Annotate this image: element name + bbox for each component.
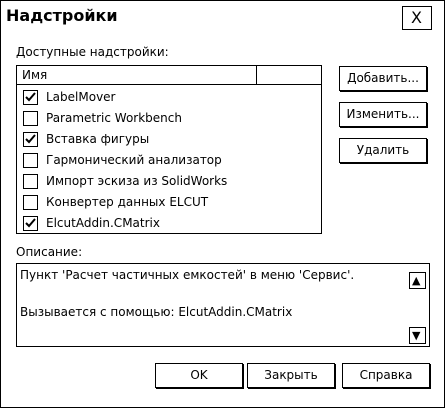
scroll-up-button[interactable] (409, 272, 426, 289)
addin-label: LabelMover (46, 90, 116, 104)
addin-checkbox[interactable] (23, 216, 38, 231)
list-item[interactable] (23, 172, 313, 192)
edit-button[interactable]: Изменить... (339, 102, 427, 127)
close-icon: X (411, 8, 422, 27)
column-header-name[interactable] (17, 66, 257, 84)
list-item[interactable] (23, 130, 313, 150)
addin-label: Гармонический анализатор (46, 153, 222, 167)
description-line-2: Вызывается с помощью: ElcutAddin.CMatrix (20, 305, 293, 319)
ok-button[interactable]: OK (155, 363, 243, 388)
column-header-name-label: Имя (22, 68, 48, 82)
addin-checkbox[interactable] (23, 153, 38, 168)
scroll-down-button[interactable] (409, 327, 426, 344)
addin-label: Конвертер данных ELCUT (46, 195, 209, 209)
addin-checkbox[interactable] (23, 90, 38, 105)
arrow-down-icon: ▼ (412, 329, 421, 342)
list-item[interactable] (23, 214, 313, 234)
addin-label: Parametric Workbench (46, 111, 182, 125)
close-dialog-button[interactable]: Закрыть (247, 363, 335, 388)
checkmark-icon (25, 92, 36, 103)
addin-checkbox[interactable] (23, 132, 38, 147)
addins-list[interactable] (16, 65, 322, 234)
list-item[interactable] (23, 193, 313, 213)
description-line-1: Пункт 'Расчет частичных емкостей' в меню 'Сервис'. (20, 268, 355, 282)
delete-button[interactable]: Удалить (339, 138, 427, 163)
add-button[interactable]: Добавить... (339, 66, 427, 91)
addin-checkbox[interactable] (23, 195, 38, 210)
addin-label: ElcutAddin.CMatrix (46, 216, 160, 230)
list-header (17, 66, 321, 85)
description-box[interactable] (16, 263, 430, 347)
addin-label: Вставка фигуры (46, 132, 150, 146)
list-item[interactable] (23, 109, 313, 129)
checkmark-icon (25, 218, 36, 229)
help-button[interactable]: Справка (342, 363, 430, 388)
window-title: Надстройки (6, 6, 118, 25)
checkmark-icon (25, 134, 36, 145)
list-item[interactable] (23, 151, 313, 171)
addin-checkbox[interactable] (23, 174, 38, 189)
available-addins-label: Доступные надстройки: (16, 45, 169, 59)
addin-checkbox[interactable] (23, 111, 38, 126)
description-label: Описание: (16, 245, 83, 259)
arrow-up-icon: ▲ (412, 274, 421, 287)
title-bar[interactable] (2, 2, 443, 32)
list-item[interactable] (23, 88, 313, 108)
addin-label: Импорт эскиза из SolidWorks (46, 174, 228, 188)
close-button[interactable] (402, 6, 432, 30)
